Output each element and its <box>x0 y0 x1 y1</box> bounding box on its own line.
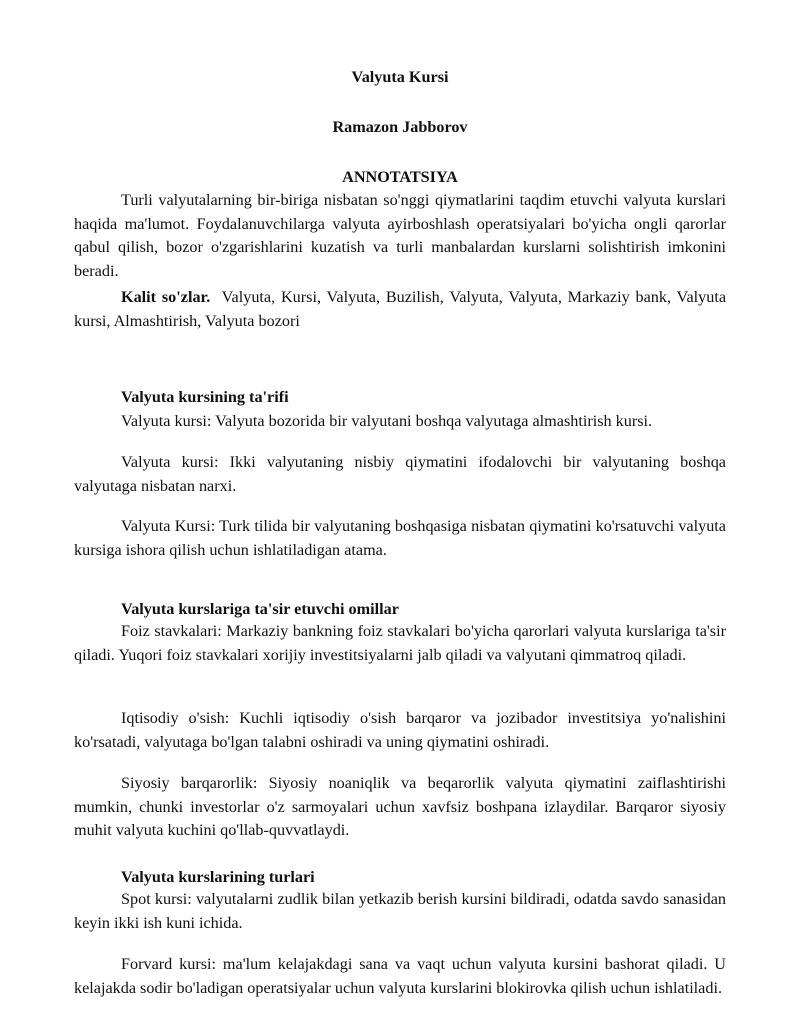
section-paragraph: Iqtisodiy o'sish: Kuchli iqtisodiy o'sish barqaror va jozibador investitsiya yo'nalishini ko'rsatadi, valyutaga bo'lgan talabni oshiradi va uning qiymatini oshiradi. <box>74 709 726 751</box>
document-title: Valyuta Kursi <box>351 68 449 86</box>
section-paragraph: Foiz stavkalari: Markaziy bankning foiz stavkalari bo'yicha qarorlari valyuta kurslariga ta'sir qiladi. Yuqori foiz stavkalari xorijiy investitsiyalarni jalb qiladi va valyutani qimmatroq qiladi. <box>74 622 726 664</box>
annotation-heading: ANNOTATSIYA <box>342 168 458 186</box>
annotation-paragraph: Turli valyutalarning bir-biriga nisbatan so'nggi qiymatlarini taqdim etuvchi valyuta kurslari haqida ma'lumot. Foydalanuvchilarga valyuta ayirboshlash operatsiyalari bo'yicha ongli qarorlar qabul qilish, bozor o'zgarishlarini kuzatish va turli manbalardan kurslarni solishtirish imkonini beradi. <box>74 191 726 280</box>
section-paragraph: Forvard kursi: ma'lum kelajakdagi sana va vaqt uchun valyuta kursini bashorat qiladi. U kelajakda sodir bo'ladigan operatsiyalar uchun valyuta kurslarini blokirovka qilish uchun ishlatiladi. <box>74 955 726 997</box>
section-paragraph: Spot kursi: valyutalarni zudlik bilan yetkazib berish kursini bildiradi, odatda savdo sanasidan keyin ikki ish kuni ichida. <box>74 890 726 932</box>
section-paragraph: Valyuta Kursi: Turk tilida bir valyutaning boshqasiga nisbatan qiymatini ko'rsatuvchi valyuta kursiga ishora qilish uchun ishlatiladigan atama. <box>74 517 726 559</box>
document-author: Ramazon Jabborov <box>332 118 468 136</box>
section-paragraph: Valyuta kursi: Ikki valyutaning nisbiy qiymatini ifodalovchi bir valyutaning boshqa valyutaga nisbatan narxi. <box>74 453 726 495</box>
section-heading: Valyuta kursining ta'rifi <box>121 388 289 406</box>
section-heading: Valyuta kurslariga ta'sir etuvchi omillar <box>121 600 399 618</box>
section-paragraph: Siyosiy barqarorlik: Siyosiy noaniqlik va beqarorlik valyuta qiymatini zaiflashtirishi mumkin, chunki investorlar o'z sarmoyalari uchun xavfsiz boshpana izlaydilar. Barqaror siyosiy muhit valyuta kuchini qo'llab-quvvatlaydi. <box>74 774 726 839</box>
section-paragraph: Valyuta kursi: Valyuta bozorida bir valyutani boshqa valyutaga almashtirish kursi. <box>121 412 653 430</box>
keywords-label: Kalit so'zlar. <box>121 288 211 306</box>
section-heading: Valyuta kurslarining turlari <box>121 868 315 886</box>
keywords-paragraph <box>74 286 726 333</box>
keywords-text: Valyuta, Kursi, Valyuta, Buzilish, Valyuta, Valyuta, Markaziy bank, Valyuta kursi, Almashtirish, Valyuta bozori <box>74 288 727 330</box>
